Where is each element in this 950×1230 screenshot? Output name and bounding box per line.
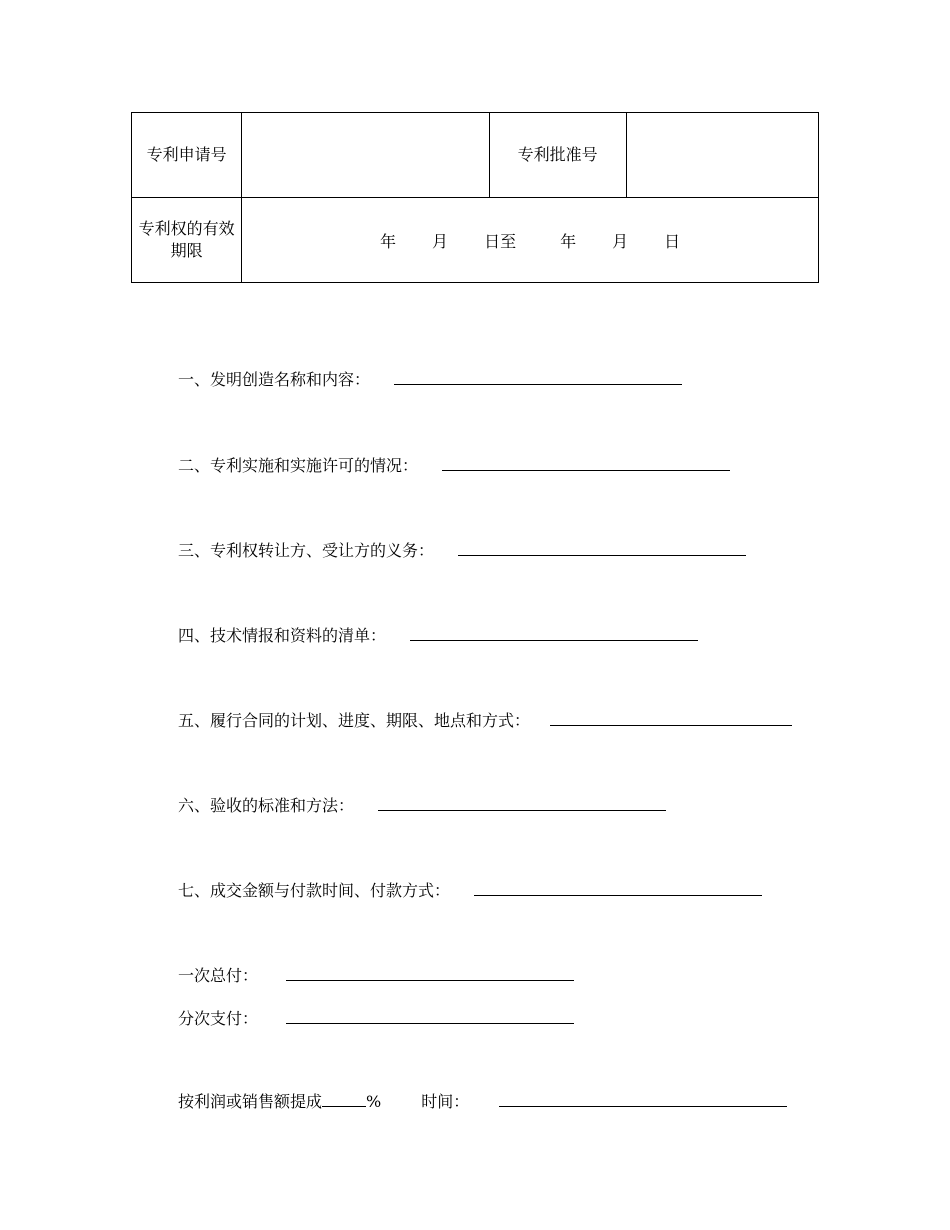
validity-label: 专利权的有效期限 (138, 219, 235, 260)
lump-sum-line (178, 964, 574, 988)
validity-label-cell (132, 198, 242, 283)
item-7-blank[interactable] (474, 879, 762, 896)
app-no-label-cell (132, 113, 242, 198)
approval-no-label: 专利批准号 (517, 145, 598, 164)
item-5-label: 五、履行合同的计划、进度、期限、地点和方式： (178, 711, 531, 730)
item-3-blank[interactable] (458, 539, 746, 556)
patent-number-row (132, 113, 819, 198)
item-4-label: 四、技术情报和资料的清单： (178, 626, 387, 645)
time-label: 时间： (421, 1092, 470, 1111)
app-no-value-cell[interactable] (242, 113, 489, 198)
royalty-pct-blank[interactable] (322, 1090, 366, 1107)
validity-day2: 日 (664, 231, 681, 251)
installment-line (178, 1007, 574, 1031)
item-3-label: 三、专利权转让方、受让方的义务： (178, 541, 435, 560)
item-7-label: 七、成交金额与付款时间、付款方式： (178, 881, 451, 900)
validity-year1: 年 (380, 231, 397, 251)
lump-sum-label: 一次总付： (178, 966, 259, 985)
validity-month1: 月 (432, 231, 449, 251)
validity-period (380, 229, 680, 252)
validity-row (132, 198, 819, 283)
item-2-implementation (178, 454, 730, 478)
lump-sum-blank[interactable] (286, 964, 574, 981)
item-4-blank[interactable] (410, 624, 698, 641)
validity-month2: 月 (612, 231, 629, 251)
royalty-line (178, 1090, 787, 1114)
percent-sign: % (366, 1092, 382, 1111)
item-7-payment-terms (178, 879, 762, 903)
installment-label: 分次支付： (178, 1009, 259, 1028)
installment-blank[interactable] (286, 1007, 574, 1024)
approval-no-label-cell (489, 113, 626, 198)
item-6-label: 六、验收的标准和方法： (178, 796, 355, 815)
item-1-blank[interactable] (394, 368, 682, 385)
item-6-acceptance (178, 794, 666, 818)
item-3-obligations (178, 539, 746, 563)
app-no-label: 专利申请号 (146, 145, 227, 164)
approval-no-value-cell[interactable] (626, 113, 818, 198)
item-5-performance-plan (178, 709, 792, 733)
item-2-label: 二、专利实施和实施许可的情况： (178, 456, 419, 475)
validity-year2: 年 (560, 231, 577, 251)
item-6-blank[interactable] (378, 794, 666, 811)
royalty-label: 按利润或销售额提成 (178, 1092, 323, 1111)
item-2-blank[interactable] (442, 454, 730, 471)
validity-day-to: 日至 (484, 231, 517, 251)
patent-info-table (131, 112, 819, 283)
validity-value-cell[interactable] (242, 198, 819, 283)
item-5-blank[interactable] (550, 709, 792, 726)
time-blank[interactable] (499, 1090, 787, 1107)
item-1-label: 一、发明创造名称和内容： (178, 370, 371, 389)
item-4-tech-info-list (178, 624, 698, 648)
item-1-invention-content (178, 368, 682, 392)
